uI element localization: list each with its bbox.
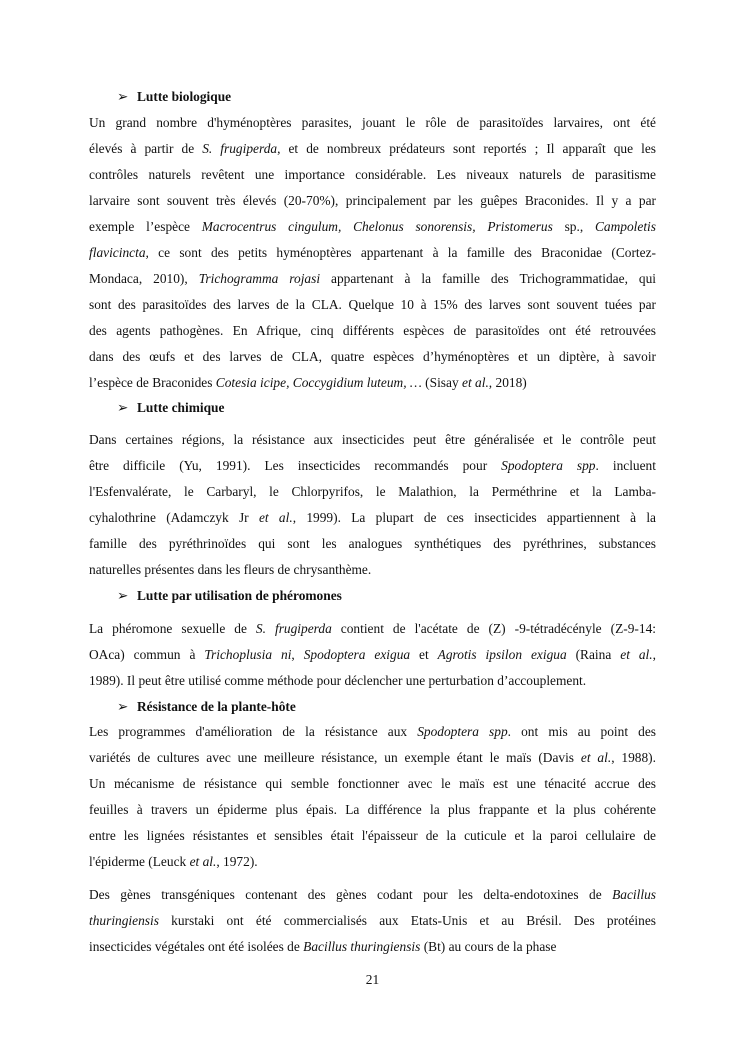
text-line <box>89 646 656 664</box>
text-run: contrôles naturels revêtent une importance considérable. Les niveaux naturels de parasitisme <box>89 167 656 182</box>
text-run: contient de l'acétate de (Z) -9-tétradécényle (Z-9-14: <box>331 621 656 636</box>
text-line <box>89 431 656 449</box>
text-line <box>89 483 656 501</box>
text-run: sp., <box>552 219 595 234</box>
heading-lutte-pheromones <box>117 587 342 605</box>
text-line <box>89 723 656 741</box>
text-line <box>89 457 656 475</box>
text-run: famille des pyréthrinoïdes qui sont les analogues synthétiques des pyréthrines, substances <box>89 536 656 551</box>
text-line <box>89 140 656 158</box>
text-run: La phéromone sexuelle de <box>89 621 256 636</box>
text-run: 1989). Il peut être utilisé comme méthode pour déclencher une perturbation d’accouplement. <box>89 673 587 688</box>
text-run: des agents pathogènes. En Afrique, cinq différents espèces de parasitoïdes ont été retrouvées <box>89 323 656 338</box>
italic-term: S. frugiperda <box>255 621 332 636</box>
text-run: être difficile (Yu, 1991). Les insecticides recommandés pour <box>89 458 502 473</box>
heading-lutte-biologique <box>117 88 231 106</box>
text-line <box>89 244 656 262</box>
italic-term: et al. <box>189 854 217 869</box>
italic-term: Campoletis <box>594 219 656 234</box>
text-run: larvaire sont souvent très élevés (20-70%), principalement par les guêpes Braconides. Il y a par <box>89 193 656 208</box>
text-line <box>89 853 656 871</box>
heading-text: Résistance de la plante-hôte <box>137 699 296 714</box>
text-line <box>89 535 656 553</box>
text-run: feuilles à travers un épiderme plus épais. La différence la plus frappante et la plus cohérente <box>89 802 656 817</box>
text-run: dans des œufs et des larves de CLA, quatre espèces d’hyménoptères et un diptère, à savoir <box>89 349 656 364</box>
text-run: naturelles présentes dans les fleurs de chrysanthème. <box>89 562 372 577</box>
text-run: variétés de cultures avec une meilleure résistance, un exemple étant le maïs (Davis <box>89 750 581 765</box>
heading-text: Lutte par utilisation de phéromones <box>137 588 342 603</box>
text-run: élevés à partir de <box>89 141 203 156</box>
text-run: appartenant à la famille des Trichogrammatidae, qui <box>320 271 656 286</box>
text-line <box>89 509 656 527</box>
text-run: kurstaki ont été commercialisés aux Etats-Unis et au Brésil. Des protéines <box>158 913 656 928</box>
italic-term: Agrotis ipsilon exigua <box>437 647 567 662</box>
text-run: Les programmes d'amélioration de la résistance aux <box>89 724 418 739</box>
text-line <box>89 192 656 210</box>
italic-term: Spodoptera spp <box>417 724 508 739</box>
heading-text: Lutte biologique <box>137 89 232 104</box>
italic-term: Cotesia icipe, Coccygidium luteum, … <box>215 375 422 390</box>
heading-text: Lutte chimique <box>137 400 225 415</box>
text-line <box>89 322 656 340</box>
text-run: sont des parasitoïdes des larves de la CLA. Quelque 10 à 15% des larves sont souvent tuées par <box>89 297 656 312</box>
text-run: ce sont des petits hyménoptères appartenant à la famille des Braconidae (Cortez- <box>148 245 656 260</box>
text-line <box>89 620 656 638</box>
italic-term: Bacillus <box>612 887 656 902</box>
text-run: (Bt) au cours de la phase <box>420 939 557 954</box>
text-line <box>89 801 656 819</box>
text-run: , 1988). <box>611 750 656 765</box>
text-line <box>89 270 656 288</box>
arrow-bullet-icon: ➢ <box>117 89 129 104</box>
italic-term: Spodoptera exigua <box>303 647 411 662</box>
text-run: exemple l’espèce <box>89 219 202 234</box>
arrow-bullet-icon: ➢ <box>117 588 129 603</box>
text-line <box>89 561 656 579</box>
italic-term: flavicincta, <box>89 245 149 260</box>
italic-term: et al. <box>258 510 293 525</box>
italic-term: Macrocentrus cingulum, Chelonus sonorensis, Pristomerus <box>201 219 553 234</box>
text-run: (Sisay <box>421 375 463 390</box>
arrow-bullet-icon: ➢ <box>117 699 129 714</box>
text-run: Mondaca, 2010), <box>89 271 199 286</box>
text-line <box>89 827 656 845</box>
italic-term: S. frugiperda <box>202 141 278 156</box>
italic-term: Trichoplusia ni <box>204 647 292 662</box>
text-line <box>89 374 656 392</box>
text-run: insecticides végétales ont été isolées de <box>89 939 304 954</box>
text-run: , <box>291 647 304 662</box>
italic-term: Trichogramma rojasi <box>198 271 321 286</box>
heading-lutte-chimique <box>117 399 224 417</box>
text-line <box>89 166 656 184</box>
text-run: entre les lignées résistantes et sensibles était l'épaisseur de la cuticule et la paroi cellulaire de <box>89 828 656 843</box>
text-line <box>89 296 656 314</box>
italic-term: Spodoptera spp <box>501 458 596 473</box>
text-line <box>89 114 656 132</box>
text-run: . ont mis au point des <box>507 724 656 739</box>
italic-term: et al. <box>620 647 653 662</box>
text-run: , <box>652 647 656 662</box>
text-run: , 2018) <box>488 375 527 390</box>
text-run: et <box>410 647 438 662</box>
text-line <box>89 749 656 767</box>
text-run: , 1999). La plupart de ces insecticides appartiennent à la <box>292 510 656 525</box>
italic-term: thuringiensis <box>89 913 159 928</box>
text-run: . incluent <box>595 458 656 473</box>
text-line <box>89 886 656 904</box>
text-line <box>89 912 656 930</box>
text-run: Un grand nombre d'hyménoptères parasites, jouant le rôle de parasitoïdes larvaires, ont été <box>89 115 656 130</box>
text-run: , et de nombreux prédateurs sont reportés ; Il apparaît que les <box>277 141 656 156</box>
text-line <box>89 218 656 236</box>
text-line <box>89 672 656 690</box>
text-run: l’espèce de Braconides <box>89 375 216 390</box>
arrow-bullet-icon: ➢ <box>117 400 129 415</box>
italic-term: et al. <box>462 375 489 390</box>
italic-term: Bacillus thuringiensis <box>303 939 421 954</box>
text-run: (Raina <box>566 647 621 662</box>
text-run: l'épiderme (Leuck <box>89 854 190 869</box>
text-line <box>89 775 656 793</box>
text-line <box>89 348 656 366</box>
text-run: Dans certaines régions, la résistance aux insecticides peut être généralisée et le contrôle peut <box>89 432 656 447</box>
page-number: 21 <box>365 972 380 987</box>
text-run: l'Esfenvalérate, le Carbaryl, le Chlorpyrifos, le Malathion, la Perméthrine et la Lamba- <box>89 484 656 499</box>
text-run: Des gènes transgéniques contenant des gènes codant pour les delta-endotoxines de <box>89 887 613 902</box>
text-run: Un mécanisme de résistance qui semble fonctionner avec le maïs est une ténacité accrue des <box>89 776 656 791</box>
text-run: cyhalothrine (Adamczyk Jr <box>89 510 259 525</box>
text-run: , 1972). <box>216 854 258 869</box>
italic-term: et al. <box>580 750 612 765</box>
text-line <box>89 938 656 956</box>
text-run: OAca) commun à <box>89 647 205 662</box>
heading-resistance-plante-hote <box>117 698 296 716</box>
